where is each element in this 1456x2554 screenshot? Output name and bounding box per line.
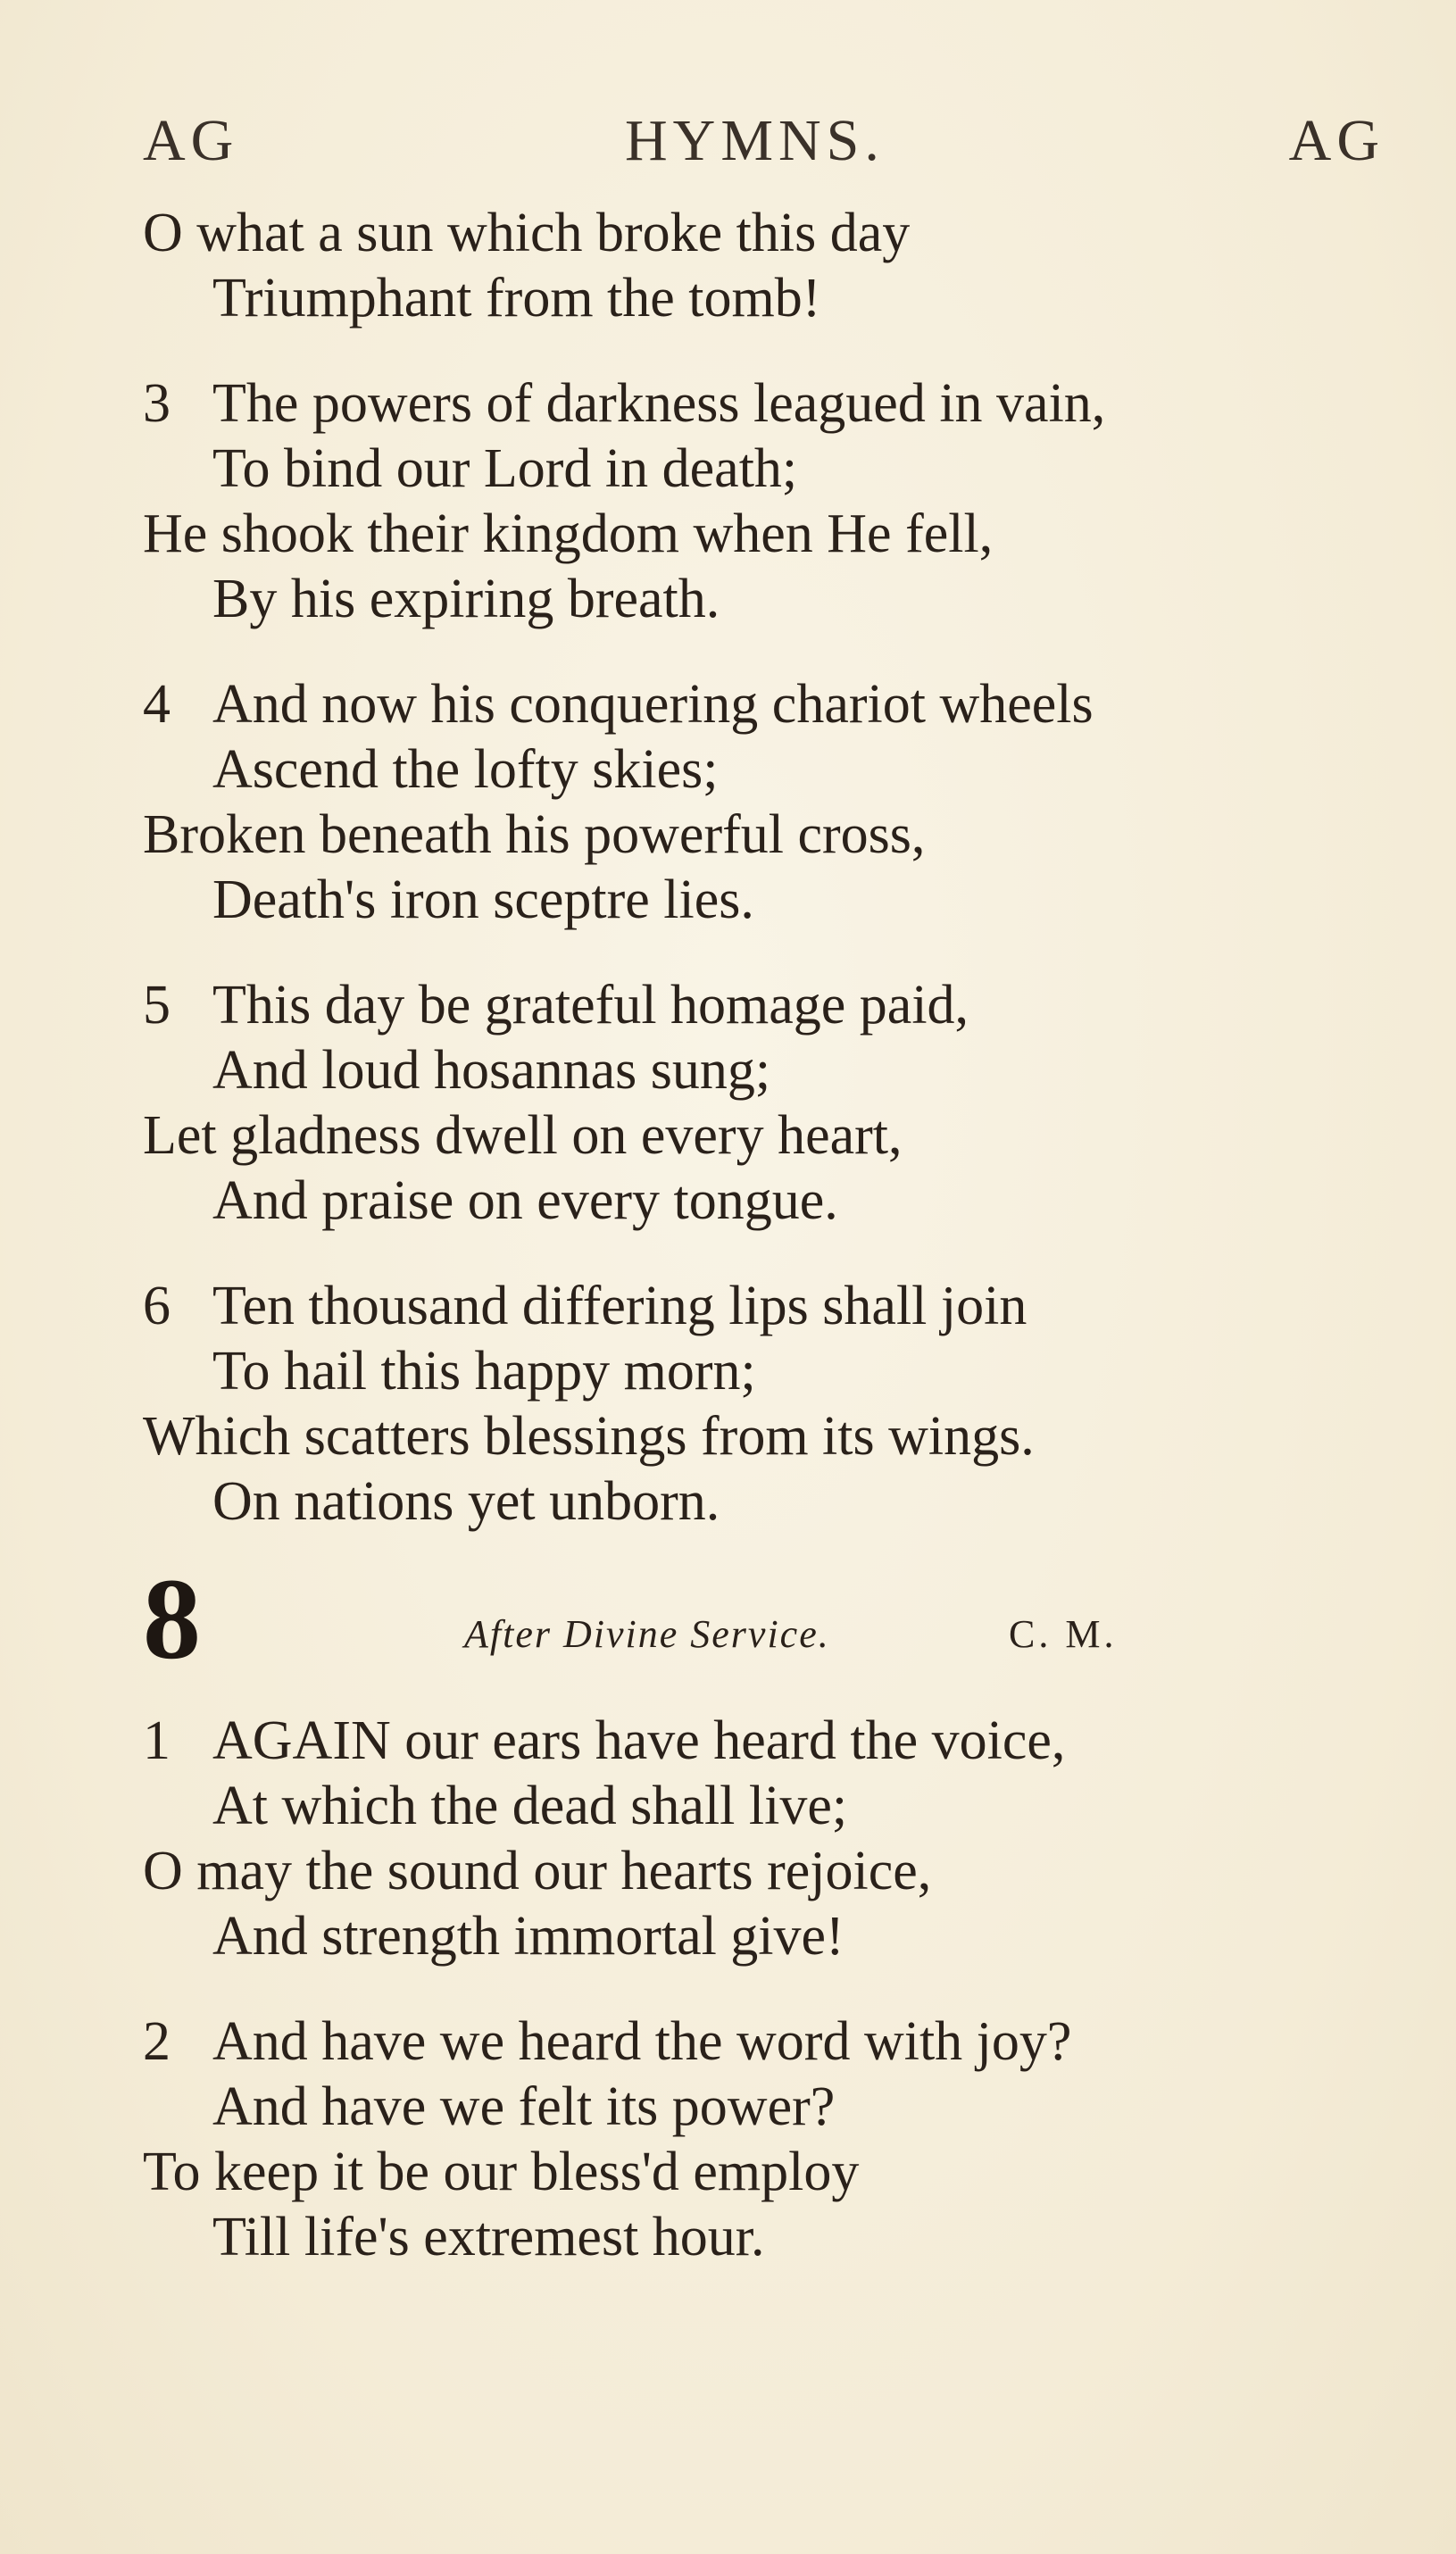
header-title: HYMNS. <box>625 108 885 173</box>
stanza-number: 1 <box>143 1710 171 1771</box>
stanza-number: 3 <box>143 373 171 434</box>
stanza-number: 2 <box>143 2011 171 2072</box>
verse-line: At which the dead shall live; <box>212 1776 848 1836</box>
verse-line <box>143 371 1393 437</box>
verse-line: He shook their kingdom when He fell, <box>143 503 994 564</box>
stanza-number: 6 <box>143 1276 171 1336</box>
hymn-meter: C. M. <box>1009 1612 1118 1656</box>
verse-line: Triumphant from the tomb! <box>212 268 821 329</box>
verse-line: To hail this happy morn; <box>212 1341 756 1402</box>
verse-line: And loud hosannas sung; <box>212 1040 771 1101</box>
verse-line <box>143 1274 1393 1339</box>
verse-line: Broken beneath his powerful cross, <box>143 804 926 865</box>
stanza-6 <box>143 1274 1393 1535</box>
stanza-number: 5 <box>143 975 171 1036</box>
header-right-catchword: AG <box>1288 108 1385 173</box>
stanza-number: 4 <box>143 674 171 735</box>
verse-line <box>143 2009 1393 2075</box>
verse-text: The powers of darkness leagued in vain, <box>212 373 1106 434</box>
verse-line: By his expiring breath. <box>212 569 720 629</box>
verse-text: This day be grateful homage paid, <box>212 975 969 1036</box>
verse-line <box>143 1709 1393 1774</box>
verse-line: Let gladness dwell on every heart, <box>143 1105 903 1166</box>
verse-line: O what a sun which broke this day <box>143 203 911 263</box>
verse-line: And have we felt its power? <box>212 2076 836 2137</box>
verse-line: To bind our Lord in death; <box>212 438 798 499</box>
stanza-1 <box>143 1709 1393 1969</box>
stanza-2 <box>143 2009 1393 2270</box>
verse-text: And now his conquering chariot wheels <box>212 674 1094 735</box>
stanza-3 <box>143 371 1393 632</box>
verse-line: To keep it be our bless'd employ <box>143 2142 860 2202</box>
verse-line: Ascend the lofty skies; <box>212 739 719 800</box>
hymn-number: 8 <box>143 1555 201 1684</box>
hymn-heading <box>143 1555 1393 1700</box>
verse-text: AGAIN our ears have heard the voice, <box>212 1710 1066 1771</box>
stanza-continued <box>143 201 1393 331</box>
verse-line: Death's iron sceptre lies. <box>212 869 754 930</box>
verse-text: Ten thousand differing lips shall join <box>212 1276 1028 1336</box>
verse-line <box>143 672 1393 737</box>
verse-line <box>143 973 1393 1038</box>
stanza-5 <box>143 973 1393 1234</box>
verse-line: And praise on every tongue. <box>212 1170 838 1231</box>
verse-line: Till life's extremest hour. <box>212 2207 765 2267</box>
verse-line: And strength immortal give! <box>212 1906 844 1967</box>
header-left-catchword: AG <box>143 108 239 173</box>
verse-line: O may the sound our hearts rejoice, <box>143 1841 932 1901</box>
page-body <box>143 201 1393 2310</box>
verse-line: Which scatters blessings from its wings. <box>143 1406 1035 1467</box>
verse-line: On nations yet unborn. <box>212 1471 720 1532</box>
running-header <box>143 89 1385 173</box>
stanza-4 <box>143 672 1393 933</box>
verse-text: And have we heard the word with joy? <box>212 2011 1072 2072</box>
hymn-title: After Divine Service. <box>464 1612 830 1656</box>
